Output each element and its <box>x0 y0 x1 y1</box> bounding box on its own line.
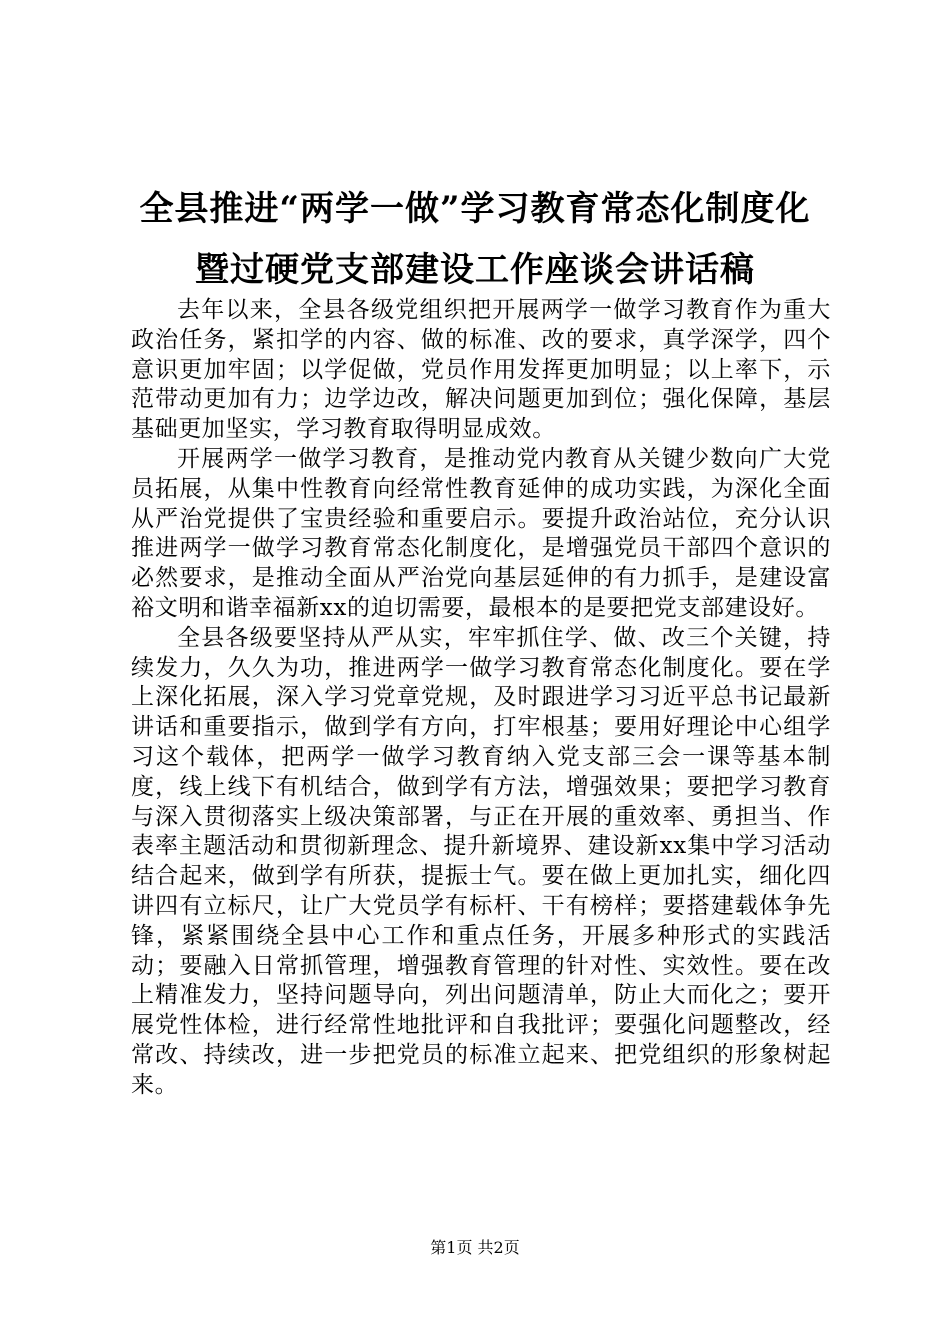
page-footer <box>0 1238 950 1258</box>
paragraph: 去年以来，全县各级党组织把开展两学一做学习教育作为重大政治任务，紧扣学的内容、做的标准、改的要求，真学深学，四个意识更加牢固；以学促做，党员作用发挥更加明显；以上率下，示范带动更加有力；边学边改，解决问题更加到位；强化保障，基层基础更加坚实，学习教育取得明显成效。 <box>131 297 831 443</box>
document-title-line-2: 暨过硬党支部建设工作座谈会讲话稿 <box>195 250 755 290</box>
document-title-line-1: 全县推进“两学一做”学习教育常态化制度化 <box>139 189 811 229</box>
document-body <box>131 296 831 1101</box>
paragraph: 开展两学一做学习教育，是推动党内教育从关键少数向广大党员拓展，从集中性教育向经常性教育延伸的成功实践，为深化全面从严治党提供了宝贵经验和重要启示。要提升政治站位，充分认识推进两学一做学习教育常态化制度化，是增强党员干部四个意识的必然要求，是推动全面从严治党向基层延伸的有力抓手，是建设富裕文明和谐幸福新xx的迫切需要，最根本的是要把党支部建设好。 <box>131 445 831 621</box>
paragraph: 全县各级要坚持从严从实，牢牢抓住学、做、改三个关键，持续发力，久久为功，推进两学一做学习教育常态化制度化。要在学上深化拓展，深入学习党章党规，及时跟进学习习近平总书记最新讲话和重要指示，做到学有方向，打牢根基；要用好理论中心组学习这个载体，把两学一做学习教育纳入党支部三会一课等基本制度，线上线下有机结合，做到学有方法，增强效果；要把学习教育与深入贯彻落实上级决策部署，与正在开展的重效率、勇担当、作表率主题活动和贯彻新理念、提升新境界、建设新xx集中学习活动结合起来，做到学有所获，提振士气。要在做上更加扎实，细化四讲四有立标尺，让广大党员学有标杆、干有榜样；要搭建载体争先锋，紧紧围绕全县中心工作和重点任务，开展多种形式的实践活动；要融入日常抓管理，增强教育管理的针对性、实效性。要在改上精准发力，坚持问题导向，列出问题清单，防止大而化之；要开展党性体检，进行经常性地批评和自我批评；要强化问题整改，经常改、持续改，进一步把党员的标准立起来、把党组织的形象树起来。 <box>131 624 831 1098</box>
page-indicator: 第1页 共2页 <box>430 1238 520 1257</box>
